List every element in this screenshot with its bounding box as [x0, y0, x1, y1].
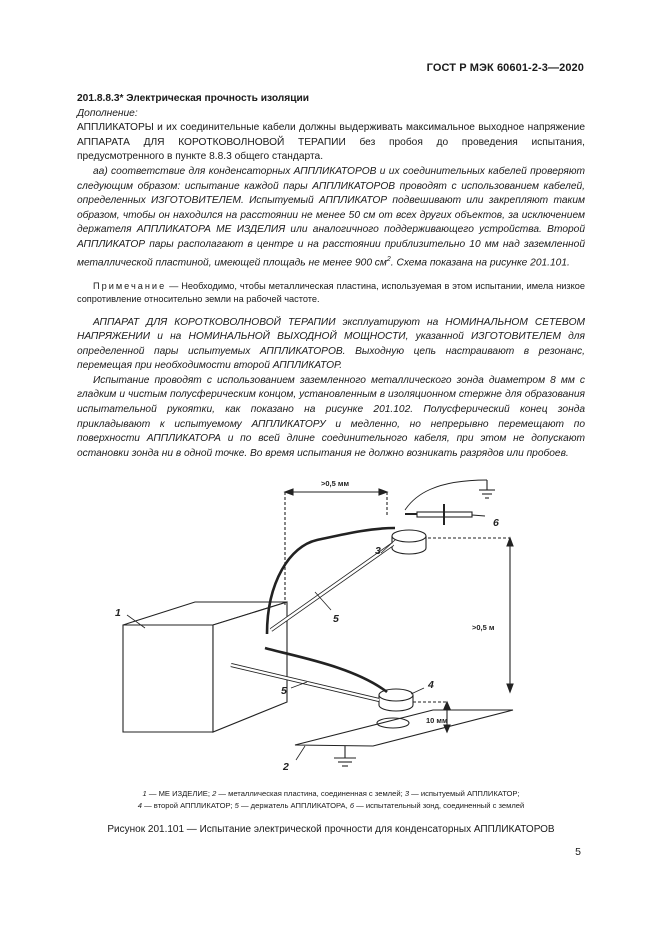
paragraph-2: АППАРАТ ДЛЯ КОРОТКОВОЛНОВОЙ ТЕРАПИИ эксплуатируют на НОМИНАЛЬНОМ СЕТЕВОМ НАПРЯЖЕНИИ и на НОМИНАЛЬНОЙ ВЫХОДНОЙ МОЩНОСТИ, указанной ИЗГОТОВИТЕЛЕМ для определенной пары испытуемых АППЛИКАТОРОВ. Выходную цепь настраивают в резонанс, перемещая при необходимости второй АППЛИКАТОР.	[77, 316, 585, 372]
figure-legend	[77, 788, 585, 812]
paragraph-aa-end: . Схема показана на рисунке 201.101.	[390, 256, 570, 268]
figure-diagram	[95, 470, 585, 788]
document-header: ГОСТ Р МЭК 60601-2-3—2020	[426, 62, 584, 74]
note	[77, 280, 585, 306]
dim-top: >0,5 мм	[321, 479, 349, 488]
label-5-lower: 5	[281, 685, 287, 697]
me-device-box-side	[213, 602, 287, 732]
dim-gap: 10 мм	[426, 716, 448, 725]
paragraph-1: АППЛИКАТОРЫ и их соединительные кабели должны выдерживать максимальное выходное напряжение АППАРАТА ДЛЯ КОРОТКОВОЛНОВОЙ ТЕРАПИИ без пробоя до проведения испытания, предусмотренного в пункте 8.8.3 общего стандарта.	[77, 122, 585, 163]
label-5-upper: 5	[333, 613, 339, 625]
paragraph-3: Испытание проводят с использованием заземленного металлического зонда диаметром 8 мм с гладким и чистым полусферическим концом, установленным в изоляционном стержне для образования испытательной рукоятки, как показано на рисунке 201.102. Полусферический конец зонда прикладывают к испытуемому АППЛИКАТОРУ и медленно, но непрерывно перемещают по поверхности АППЛИКАТОРА и по всей длине соединительного кабеля, при этом не допускают остановки зонда ни в одной точке. Во время испытания не должно возникать разрядов или пробоев.	[77, 374, 585, 459]
paragraph-aa-text: аа) соответствие для конденсаторных АППЛИКАТОРОВ и их соединительных кабелей проверяют следующим образом: испытание каждой пары АППЛИКАТОРОВ проводят с использованием кабелей, определенных ИЗГОТОВИТЕЛЕМ. Испытуемый АППЛИКАТОР подвешивают или закрепляют таким образом, чтобы он находился на расстоянии не менее 50 см от всех других объектов, за исключением держателя АППЛИКАТОРА МЕ ИЗДЕЛИЯ или аналогичного поддерживающего устройства. Второй АППЛИКАТОР пары располагают в центре и на расстоянии приблизительно 10 мм над заземленной металлической пластиной, имеющей площадь не менее 900 см	[77, 165, 585, 268]
section-heading	[77, 92, 585, 107]
label-6: 6	[493, 517, 499, 529]
note-text: — Необходимо, чтобы металлическая пластина, используемая в этом испытании, имела низкое сопротивление относительно земли на рабочей частоте.	[77, 280, 585, 304]
dim-right: >0,5 м	[472, 623, 495, 632]
section-number: 201.8.8.3*	[77, 93, 124, 104]
applicator-3-top	[392, 530, 426, 542]
metal-plate	[295, 710, 513, 746]
figure-caption: Рисунок 201.101 — Испытание электрической прочности для конденсаторных АППЛИКАТОРОВ	[107, 824, 555, 835]
label-1: 1	[115, 607, 121, 619]
label-4: 4	[428, 679, 434, 691]
me-device-box-front	[123, 625, 213, 732]
superscript: 2	[386, 255, 391, 263]
section-title: Электрическая прочность изоляции	[126, 93, 310, 104]
label-3: 3	[375, 545, 381, 557]
paragraph-aa	[77, 165, 585, 271]
note-label: Примечание	[93, 280, 167, 291]
legend-line-1: 1 — МЕ ИЗДЕЛИЕ; 2 — металлическая пластина, соединенная с землей; 3 — испытуемый АППЛИКАТОР;	[142, 789, 520, 798]
main-text	[77, 92, 585, 461]
supplement-label: Дополнение:	[77, 107, 138, 119]
label-2: 2	[283, 761, 289, 773]
legend-line-2: 4 — второй АППЛИКАТОР; 5 — держатель АППЛИКАТОРА, 6 — испытательный зонд, соединенный с землей	[137, 801, 525, 810]
page-number: 5	[575, 846, 581, 858]
